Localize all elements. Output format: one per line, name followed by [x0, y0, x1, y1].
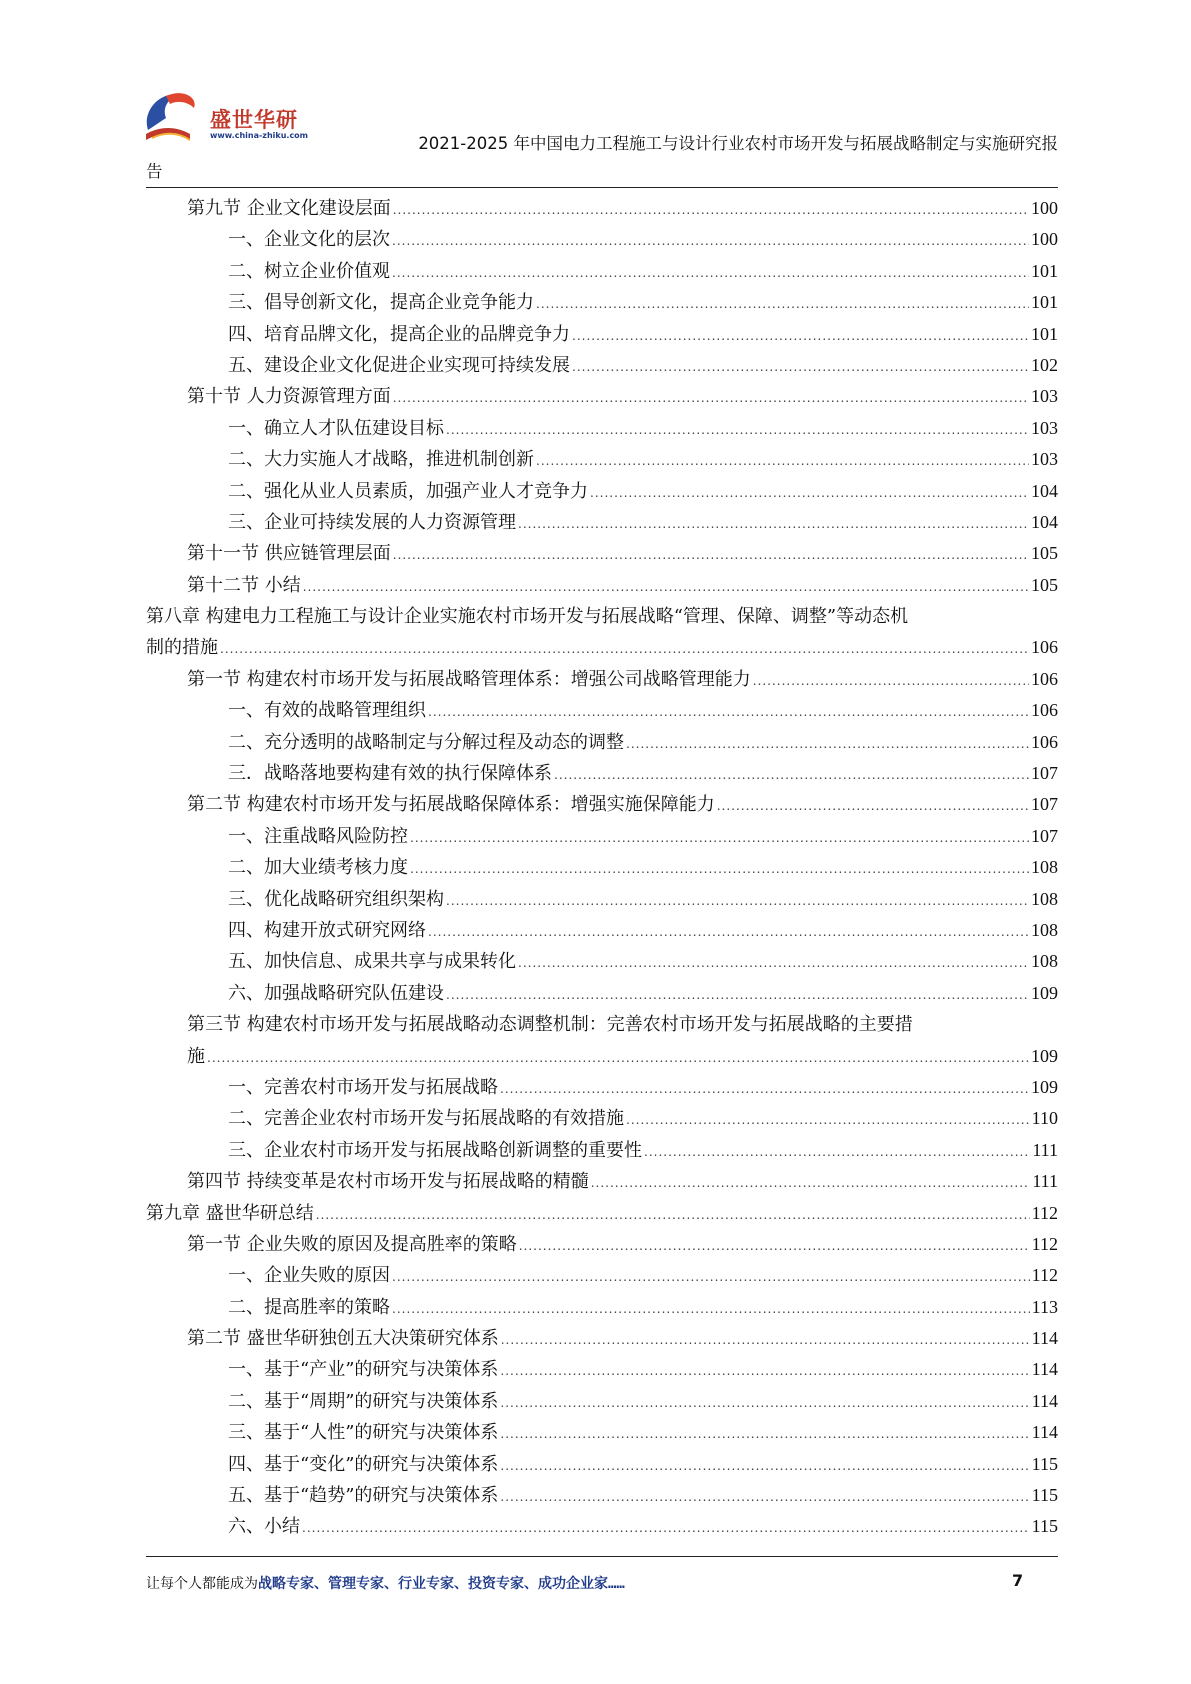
toc-entry-label: 一、企业失败的原因 — [228, 1265, 390, 1287]
toc-leader-dots — [392, 256, 1029, 289]
toc-entry-label: 三、基于“人性”的研究与决策体系 — [228, 1422, 499, 1444]
toc-leader-dots — [536, 444, 1029, 477]
toc-page-number: 115 — [1031, 1516, 1058, 1537]
toc-leader-dots — [393, 381, 1029, 414]
toc-entry[interactable] — [146, 444, 1058, 475]
toc-entry-label: 四、培育品牌文化，提高企业的品牌竞争力 — [228, 323, 570, 345]
toc-leader-dots — [501, 1323, 1030, 1356]
toc-entry-label: 第九章 盛世华研总结 — [146, 1202, 314, 1224]
toc-entry-label: 五、建设企业文化促进企业实现可持续发展 — [228, 354, 570, 376]
toc-entry-label: 三、优化战略研究组织架构 — [228, 888, 444, 910]
toc-entry-label: 第二节 盛世华研独创五大决策研究体系 — [187, 1328, 499, 1350]
toc-leader-dots — [518, 946, 1029, 979]
toc-page-number: 101 — [1031, 292, 1058, 313]
toc-entry[interactable] — [146, 476, 1058, 507]
toc-entry[interactable] — [146, 1135, 1058, 1166]
toc-entry-label: 第一节 企业失败的原因及提高胜率的策略 — [187, 1233, 517, 1255]
toc-entry[interactable] — [146, 381, 1058, 412]
toc-leader-dots — [393, 538, 1029, 571]
toc-entry[interactable] — [146, 946, 1058, 977]
toc-entry-label: 二、基于“周期”的研究与决策体系 — [228, 1390, 499, 1412]
toc-entry-label: 第二节 构建农村市场开发与拓展战略保障体系：增强实施保障能力 — [187, 794, 715, 816]
toc-page-number: 106 — [1031, 731, 1058, 752]
toc-page-number: 114 — [1031, 1328, 1058, 1349]
document-title-line1: 2021-2025 年中国电力工程施工与设计行业农村市场开发与拓展战略制定与实施研究报 — [418, 134, 1058, 153]
toc-page-number: 115 — [1031, 1453, 1058, 1474]
toc-entry[interactable] — [146, 287, 1058, 318]
header-divider — [146, 187, 1058, 188]
toc-page-number: 114 — [1031, 1390, 1058, 1411]
toc-page-number: 106 — [1031, 637, 1058, 658]
toc-entry-label: 六、加强战略研究队伍建设 — [228, 982, 444, 1004]
toc-entry-label: 第一节 构建农村市场开发与拓展战略管理体系：增强公司战略管理能力 — [187, 668, 751, 690]
toc-entry-label: 第十二节 小结 — [187, 574, 301, 596]
toc-entry[interactable] — [146, 758, 1058, 789]
toc-page-number: 114 — [1031, 1359, 1058, 1380]
toc-entry[interactable] — [146, 1386, 1058, 1417]
toc-leader-dots — [518, 507, 1029, 540]
toc-page-number: 109 — [1031, 1045, 1058, 1066]
toc-entry-label: 二、大力实施人才战略，推进机制创新 — [228, 449, 534, 471]
toc-leader-dots — [536, 287, 1029, 320]
toc-page-number: 104 — [1031, 480, 1058, 501]
toc-page-number: 111 — [1032, 1139, 1058, 1160]
toc-leader-dots — [500, 1354, 1029, 1387]
toc-leader-dots — [302, 1511, 1030, 1544]
toc-entry-label: 一、完善农村市场开发与拓展战略 — [228, 1076, 498, 1098]
toc-entry-label: 二、加大业绩考核力度 — [228, 857, 408, 879]
toc-leader-dots — [572, 350, 1029, 383]
toc-leader-dots — [410, 852, 1029, 885]
toc-entry[interactable] — [146, 256, 1058, 287]
toc-page-number: 104 — [1031, 511, 1058, 532]
toc-entry[interactable] — [146, 350, 1058, 381]
toc-entry-label: 第十节 人力资源管理方面 — [187, 386, 391, 408]
toc-entry-label: 第九节 企业文化建设层面 — [187, 198, 391, 219]
toc-page-number: 115 — [1031, 1485, 1058, 1506]
toc-entry-label: 一、确立人才队伍建设目标 — [228, 417, 444, 439]
toc-entry-label: 第十一节 供应链管理层面 — [187, 543, 391, 565]
toc-entry[interactable] — [146, 1072, 1058, 1103]
toc-entry[interactable] — [146, 789, 1058, 820]
toc-leader-dots — [717, 789, 1029, 822]
toc-entry[interactable] — [146, 664, 1058, 695]
toc-leader-dots — [392, 224, 1029, 257]
toc-leader-dots — [220, 632, 1029, 665]
toc-page-number: 105 — [1031, 543, 1058, 564]
toc-entry[interactable] — [146, 978, 1058, 1009]
toc-entry-label: 六、小结 — [228, 1516, 300, 1538]
toc-page-number: 108 — [1031, 951, 1058, 972]
toc-leader-dots — [500, 1449, 1029, 1482]
toc-entry[interactable] — [146, 1354, 1058, 1385]
toc-entry[interactable] — [146, 852, 1058, 883]
toc-entry[interactable] — [146, 570, 1058, 601]
toc-leader-dots — [392, 1260, 1030, 1293]
toc-entry[interactable] — [146, 1511, 1058, 1542]
toc-page-number: 110 — [1031, 1108, 1058, 1129]
toc-page-number: 100 — [1031, 198, 1058, 218]
toc-entry[interactable] — [146, 1417, 1058, 1448]
logo-name: 盛世华研 — [210, 108, 298, 132]
toc-entry[interactable] — [146, 1449, 1058, 1480]
toc-leader-dots — [500, 1072, 1029, 1105]
toc-page-number: 108 — [1031, 919, 1058, 940]
toc-leader-dots — [500, 1417, 1029, 1450]
toc-entry[interactable] — [146, 695, 1058, 726]
toc-entry-label: 二、强化从业人员素质，加强产业人才竞争力 — [228, 480, 588, 502]
toc-entry[interactable] — [146, 821, 1058, 852]
document-title-line2: 告 — [146, 162, 163, 181]
toc-leader-dots — [446, 884, 1029, 917]
toc-page-number: 114 — [1031, 1422, 1058, 1443]
toc-entry[interactable] — [146, 884, 1058, 915]
toc-leader-dots — [428, 695, 1029, 728]
toc-entry-label: 一、有效的战略管理组织 — [228, 700, 426, 722]
footer-slogan-prefix: 让每个人都能成为 — [146, 1576, 258, 1592]
toc-page-number: 112 — [1031, 1202, 1058, 1223]
toc-page-number: 106 — [1031, 700, 1058, 721]
toc-entry[interactable] — [146, 1292, 1058, 1323]
footer-divider — [146, 1556, 1058, 1557]
toc-entry-label-continuation: 制的措施 — [146, 637, 218, 659]
toc-page-number: 101 — [1031, 323, 1058, 344]
toc-page-number: 109 — [1031, 982, 1058, 1003]
toc-page-number: 111 — [1032, 1171, 1058, 1192]
toc-entry-label: 三、倡导创新文化，提高企业竞争能力 — [228, 292, 534, 314]
toc-page-number: 101 — [1031, 260, 1058, 281]
toc-entry[interactable] — [146, 1009, 1058, 1040]
toc-leader-dots — [500, 1386, 1029, 1419]
toc-entry[interactable] — [146, 601, 1058, 632]
toc-entry[interactable] — [146, 193, 1058, 224]
toc-leader-dots — [644, 1135, 1030, 1168]
toc-entry[interactable] — [146, 1103, 1058, 1134]
toc-entry-label: 二、树立企业价值观 — [228, 260, 390, 282]
toc-entry-label: 二、提高胜率的策略 — [228, 1296, 390, 1318]
toc-leader-dots — [626, 1103, 1030, 1136]
toc-page-number: 103 — [1031, 449, 1058, 470]
toc-entry-label: 第八章 构建电力工程施工与设计企业实施农村市场开发与拓展战略“管理、保障、调整”等动态机 — [146, 606, 909, 628]
toc-entry-continuation[interactable] — [146, 1041, 1058, 1072]
toc-page-number: 107 — [1031, 763, 1058, 784]
toc-entry-label: 三、企业农村市场开发与拓展战略创新调整的重要性 — [228, 1139, 642, 1161]
toc-entry[interactable] — [146, 224, 1058, 255]
toc-page-number: 108 — [1031, 888, 1058, 909]
toc-leader-dots — [446, 978, 1029, 1011]
toc-leader-dots — [303, 570, 1029, 603]
toc-page-number: 108 — [1031, 857, 1058, 878]
toc-page-number: 102 — [1031, 354, 1058, 375]
toc-page-number: 109 — [1031, 1076, 1058, 1097]
toc-entry-label: 四、构建开放式研究网络 — [228, 919, 426, 941]
toc-leader-dots — [410, 821, 1029, 854]
toc-entry-label: 三、企业可持续发展的人力资源管理 — [228, 511, 516, 533]
toc-entry-label-continuation: 施 — [187, 1045, 205, 1067]
toc-leader-dots — [500, 1480, 1029, 1513]
toc-page-number: 103 — [1031, 417, 1058, 438]
toc-entry[interactable] — [146, 1166, 1058, 1197]
toc-leader-dots — [428, 915, 1029, 948]
toc-entry[interactable] — [146, 1480, 1058, 1511]
toc-entry-label: 一、注重战略风险防控 — [228, 825, 408, 847]
toc-entry-label: 五、基于“趋势”的研究与决策体系 — [228, 1485, 499, 1507]
toc-page-number: 107 — [1031, 794, 1058, 815]
toc-page-number: 106 — [1031, 668, 1058, 689]
footer-slogan-highlight: 战略专家、管理专家、行业专家、投资专家、成功企业家…… — [258, 1576, 625, 1592]
toc-entry[interactable] — [146, 413, 1058, 444]
toc-page-number: 113 — [1031, 1296, 1058, 1317]
toc-entry[interactable] — [146, 915, 1058, 946]
toc-leader-dots — [572, 319, 1029, 352]
toc-leader-dots — [392, 1292, 1030, 1325]
toc-entry[interactable] — [146, 507, 1058, 538]
page-number: 7 — [1012, 1571, 1024, 1590]
toc-leader-dots — [590, 476, 1029, 509]
toc-entry-label: 二、完善企业农村市场开发与拓展战略的有效措施 — [228, 1108, 624, 1130]
toc-leader-dots — [591, 1166, 1031, 1199]
toc-page-number: 100 — [1031, 229, 1058, 250]
toc-page-number: 103 — [1031, 386, 1058, 407]
toc-leader-dots — [753, 664, 1029, 697]
toc-entry[interactable] — [146, 538, 1058, 569]
toc-page-number: 112 — [1031, 1265, 1058, 1286]
toc-page-number: 112 — [1031, 1233, 1058, 1254]
toc-entry-continuation[interactable] — [146, 632, 1058, 663]
toc-entry[interactable] — [146, 1229, 1058, 1260]
document-title — [146, 130, 1058, 186]
toc-entry-label: 五、加快信息、成果共享与成果转化 — [228, 951, 516, 973]
toc-leader-dots — [446, 413, 1029, 446]
toc-leader-dots — [393, 193, 1029, 226]
toc-entry-label: 二、充分透明的战略制定与分解过程及动态的调整 — [228, 731, 624, 753]
toc-page-number: 107 — [1031, 825, 1058, 846]
footer-slogan — [146, 1573, 625, 1593]
toc-leader-dots — [316, 1198, 1030, 1231]
toc-leader-dots — [626, 727, 1029, 760]
toc-entry-label: 第四节 持续变革是农村市场开发与拓展战略的精髓 — [187, 1171, 589, 1193]
toc-leader-dots — [519, 1229, 1030, 1262]
toc-entry-label: 三．战略落地要构建有效的执行保障体系 — [228, 763, 552, 785]
toc-entry[interactable] — [146, 319, 1058, 350]
toc-entry-label: 四、基于“变化”的研究与决策体系 — [228, 1453, 499, 1475]
toc-entry-label: 一、企业文化的层次 — [228, 229, 390, 251]
table-of-contents — [146, 193, 1058, 1543]
toc-leader-dots — [207, 1041, 1029, 1074]
toc-entry-label: 第三节 构建农村市场开发与拓展战略动态调整机制：完善农村市场开发与拓展战略的主要措 — [187, 1014, 913, 1036]
toc-entry[interactable] — [146, 1323, 1058, 1354]
toc-entry-label: 一、基于“产业”的研究与决策体系 — [228, 1359, 499, 1381]
toc-entry[interactable] — [146, 1198, 1058, 1229]
toc-leader-dots — [554, 758, 1029, 791]
toc-entry[interactable] — [146, 727, 1058, 758]
toc-page-number: 105 — [1031, 574, 1058, 595]
logo-url: www.china-zhiku.com — [210, 131, 309, 140]
toc-entry[interactable] — [146, 1260, 1058, 1291]
